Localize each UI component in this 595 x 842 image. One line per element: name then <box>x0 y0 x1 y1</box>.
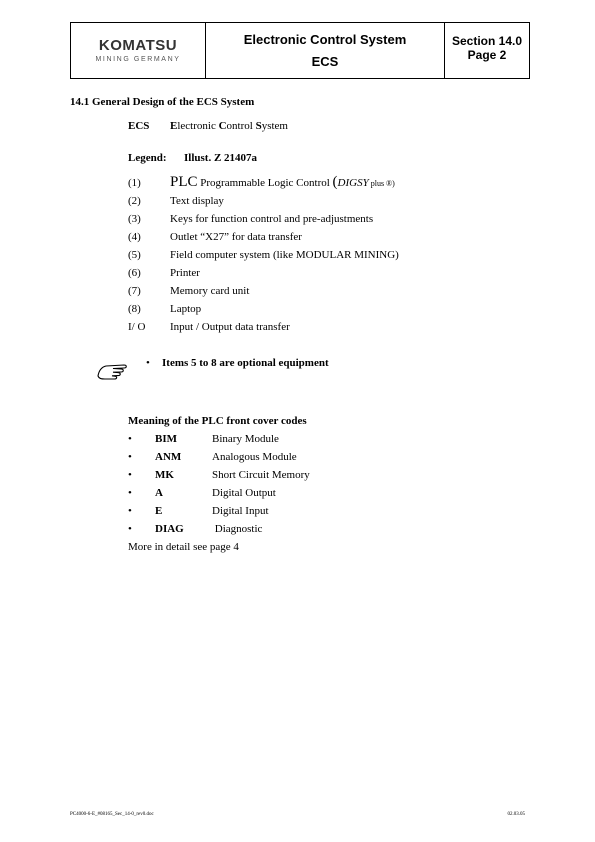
legend-item-text: Printer <box>170 267 200 279</box>
logo-wordmark: KOMATSU <box>98 37 178 54</box>
legend-item <box>128 213 373 225</box>
code-bullet: • <box>128 451 132 463</box>
plc-abbr: PLC <box>170 174 198 190</box>
legend-item-text: Memory card unit <box>170 285 250 297</box>
code-bullet: • <box>128 469 132 481</box>
code-bullet: • <box>128 487 132 499</box>
legend-item-number: (8) <box>128 303 141 315</box>
code-desc: Binary Module <box>212 433 279 445</box>
code-item <box>128 523 262 535</box>
codes-heading: Meaning of the PLC front cover codes <box>128 415 307 427</box>
open-paren: ( <box>332 174 338 190</box>
section-heading: 14.1 General Design of the ECS System <box>70 96 255 108</box>
code-abbr: ANM <box>155 451 182 463</box>
legend-ref: Illust. Z 21407a <box>184 152 258 164</box>
legend-line <box>128 152 257 164</box>
page-number: Page 2 <box>467 48 507 62</box>
legend-item-number: I/ O <box>128 321 146 333</box>
code-abbr: MK <box>155 469 174 481</box>
code-item <box>128 487 276 499</box>
legend-item-text: Laptop <box>170 303 202 315</box>
logo-subtitle: MINING GERMANY <box>95 56 181 63</box>
code-bullet: • <box>128 505 132 517</box>
code-abbr: DIAG <box>155 523 184 535</box>
header-title <box>206 23 445 78</box>
plus-text: plus ®) <box>368 179 395 188</box>
ecs-word-2: ontrol <box>226 120 256 132</box>
legend-item <box>128 231 302 243</box>
code-bullet: • <box>128 523 132 535</box>
legend-item-number: (6) <box>128 267 141 279</box>
footer-filename: PC4000-6-E_#08165_Sec_14-0_rev0.doc <box>70 812 154 817</box>
ecs-letter-c: C <box>218 120 227 132</box>
more-detail-text: More in detail see page 4 <box>128 541 239 553</box>
section-number: Section 14.0 <box>451 34 523 48</box>
code-desc: Diagnostic <box>212 523 263 535</box>
legend-item <box>128 249 399 261</box>
ecs-letter-s: S <box>255 120 262 132</box>
code-desc: Digital Output <box>212 487 276 499</box>
legend-label: Legend: <box>128 152 167 164</box>
legend-item-text: Programmable Logic Control <box>197 177 333 189</box>
legend-item <box>128 285 249 297</box>
ecs-line <box>128 120 288 132</box>
code-desc: Analogous Module <box>212 451 297 463</box>
legend-item-text: Outlet “X27” for data transfer <box>170 231 302 243</box>
header-title-line2: ECS <box>311 53 339 69</box>
legend-item-text: Keys for function control and pre-adjustments <box>170 213 374 225</box>
legend-item-number: (2) <box>128 195 141 207</box>
ecs-word-1: lectronic <box>177 120 219 132</box>
legend-item-text: Text display <box>170 195 224 207</box>
ecs-expansion <box>170 120 288 132</box>
header-title-line1: Electronic Control System <box>243 31 407 47</box>
legend-item <box>128 303 201 315</box>
ecs-word-3: ystem <box>261 120 288 132</box>
legend-item-text: Field computer system (like MODULAR MINING) <box>170 249 399 261</box>
note-text: Items 5 to 8 are optional equipment <box>162 357 329 369</box>
ecs-letter-e: E <box>170 120 178 132</box>
code-item <box>128 505 269 517</box>
logo <box>71 23 206 78</box>
legend-item <box>128 267 200 279</box>
note-bullet: • <box>146 357 150 369</box>
header-section <box>445 23 529 78</box>
legend-item-number: (5) <box>128 249 141 261</box>
code-abbr: BIM <box>155 433 177 445</box>
code-bullet: • <box>128 433 132 445</box>
digsy-text: DIGSY <box>337 177 369 189</box>
code-item <box>128 469 310 481</box>
legend-item-number: (7) <box>128 285 141 297</box>
legend-item-number: (1) <box>128 177 141 189</box>
header-box <box>70 22 530 79</box>
legend-item <box>128 174 395 191</box>
legend-item-number: (3) <box>128 213 141 225</box>
legend-item <box>128 195 224 207</box>
code-abbr: A <box>155 487 163 499</box>
code-desc: Short Circuit Memory <box>212 469 310 481</box>
ecs-abbr: ECS <box>128 120 150 132</box>
legend-item-number: (4) <box>128 231 141 243</box>
code-item <box>128 451 297 463</box>
note-line <box>146 357 329 369</box>
code-item <box>128 433 279 445</box>
code-desc: Digital Input <box>212 505 269 517</box>
legend-item-text: Input / Output data transfer <box>170 321 290 333</box>
legend-item <box>128 321 290 333</box>
pointing-hand-icon <box>96 360 132 382</box>
code-abbr: E <box>155 505 163 517</box>
footer-date: 02.03.05 <box>507 812 525 817</box>
